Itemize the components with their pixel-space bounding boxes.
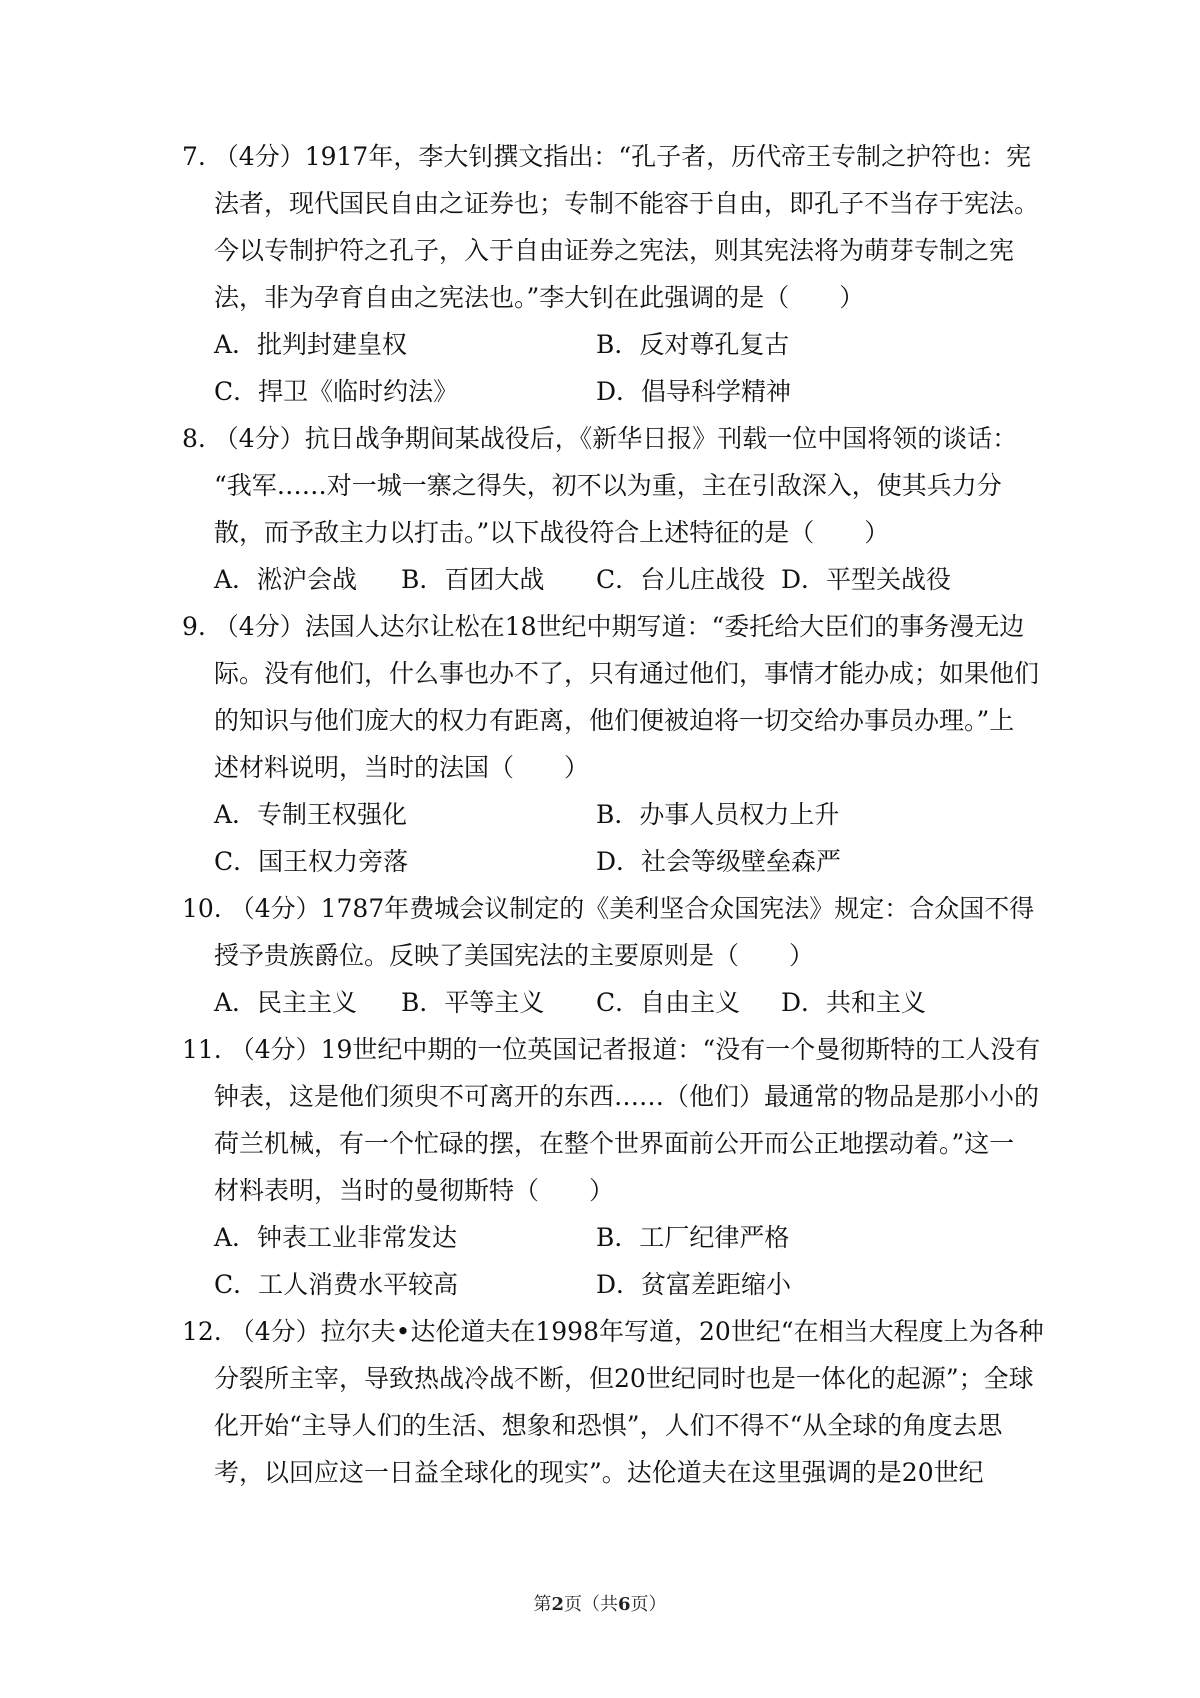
- option-a[interactable]: A．钟表工业非常发达: [214, 1223, 458, 1252]
- question-stem-line: 9. （4分）法国人达尔让松在18世纪中期写道：“委托给大臣们的事务漫无边: [182, 612, 1025, 641]
- question-10: [182, 885, 1035, 1026]
- options: [182, 979, 1032, 1026]
- question-stem-line: 材料表明，当时的曼彻斯特（ ）: [214, 1176, 615, 1205]
- option-b[interactable]: B．反对尊孔复古: [596, 330, 790, 359]
- option-a[interactable]: A．淞沪会战: [214, 565, 358, 594]
- question-stem-line: 12. （4分）拉尔夫•达伦道夫在1998年写道，20世纪“在相当大程度上为各种: [182, 1317, 1044, 1346]
- option-d[interactable]: D．倡导科学精神: [596, 377, 792, 406]
- question-stem-line: 散，而予敌主力以打击。”以下战役符合上述特征的是（ ）: [214, 518, 890, 547]
- question-stem-line: “我军……对一城一寨之得失，初不以为重，主在引敌深入，使其兵力分: [214, 471, 1002, 500]
- option-a[interactable]: A．民主主义: [214, 988, 358, 1017]
- option-b[interactable]: B．平等主义: [401, 988, 545, 1017]
- option-a[interactable]: A．批判封建皇权: [214, 330, 408, 359]
- question-stem-line: 法者，现代国民自由之证券也；专制不能容于自由，即孔子不当存于宪法。: [214, 189, 1040, 218]
- question-12: [182, 1308, 1044, 1496]
- question-stem-line: 11. （4分）19世纪中期的一位英国记者报道：“没有一个曼彻斯特的工人没有: [182, 1035, 1041, 1064]
- page-footer: [0, 1590, 1200, 1616]
- question-stem-line: 10. （4分）1787年费城会议制定的《美利坚合众国宪法》规定：合众国不得: [182, 894, 1035, 923]
- current-page-number: 2: [551, 1594, 564, 1615]
- option-b[interactable]: B．工厂纪律严格: [596, 1223, 790, 1252]
- question-stem-line: 授予贵族爵位。反映了美国宪法的主要原则是（ ）: [214, 941, 815, 970]
- footer-middle: 页（共: [564, 1594, 618, 1615]
- question-9: [182, 603, 1040, 885]
- question-stem-line: 述材料说明，当时的法国（ ）: [214, 753, 590, 782]
- options: [182, 556, 1032, 603]
- question-stem-line: 考，以回应这一日益全球化的现实”。达伦道夫在这里强调的是20世纪: [214, 1458, 984, 1487]
- question-7: [182, 133, 1040, 415]
- question-stem-line: 分裂所主宰，导致热战冷战不断，但20世纪同时也是一体化的起源”；全球: [214, 1364, 1034, 1393]
- option-c[interactable]: C．国王权力旁落: [214, 847, 409, 876]
- question-stem-line: 荷兰机械，有一个忙碌的摆，在整个世界面前公开而公正地摆动着。”这一: [214, 1129, 1015, 1158]
- question-stem-line: 8. （4分）抗日战争期间某战役后，《新华日报》刊载一位中国将领的谈话：: [182, 424, 1018, 453]
- footer-suffix: 页）: [630, 1594, 667, 1615]
- total-page-number: 6: [618, 1594, 631, 1615]
- question-stem-line: 际。没有他们，什么事也办不了，只有通过他们，事情才能办成；如果他们: [214, 659, 1040, 688]
- option-d[interactable]: D．共和主义: [781, 988, 927, 1017]
- option-b[interactable]: B．办事人员权力上升: [596, 800, 840, 829]
- question-stem-line: 今以专制护符之孔子，入于自由证券之宪法，则其宪法将为萌芽专制之宪: [214, 236, 1015, 265]
- options: [182, 321, 1032, 415]
- option-b[interactable]: B．百团大战: [401, 565, 545, 594]
- option-d[interactable]: D．社会等级壁垒森严: [596, 847, 842, 876]
- option-c[interactable]: C．工人消费水平较高: [214, 1270, 459, 1299]
- options: [182, 791, 1032, 885]
- question-11: [182, 1026, 1041, 1308]
- option-c[interactable]: C．台儿庄战役: [596, 565, 766, 594]
- question-8: [182, 415, 1032, 603]
- option-c[interactable]: C．捍卫《临时约法》: [214, 377, 459, 406]
- option-c[interactable]: C．自由主义: [596, 988, 741, 1017]
- question-stem-line: 钟表，这是他们须臾不可离开的东西……（他们）最通常的物品是那小小的: [214, 1082, 1040, 1111]
- question-stem-line: 法，非为孕育自由之宪法也。”李大钊在此强调的是（ ）: [214, 283, 865, 312]
- footer-prefix: 第: [533, 1594, 552, 1615]
- question-stem-line: 的知识与他们庞大的权力有距离，他们便被迫将一切交给办事员办理。”上: [214, 706, 1015, 735]
- option-a[interactable]: A．专制王权强化: [214, 800, 408, 829]
- question-stem-line: 7. （4分）1917年，李大钊撰文指出：“孔子者，历代帝王专制之护符也：宪: [182, 142, 1032, 171]
- option-d[interactable]: D．贫富差距缩小: [596, 1270, 792, 1299]
- question-stem-line: 化开始“主导人们的生活、想象和恐惧”，人们不得不“从全球的角度去思: [214, 1411, 1003, 1440]
- options: [182, 1214, 1032, 1308]
- option-d[interactable]: D．平型关战役: [781, 565, 952, 594]
